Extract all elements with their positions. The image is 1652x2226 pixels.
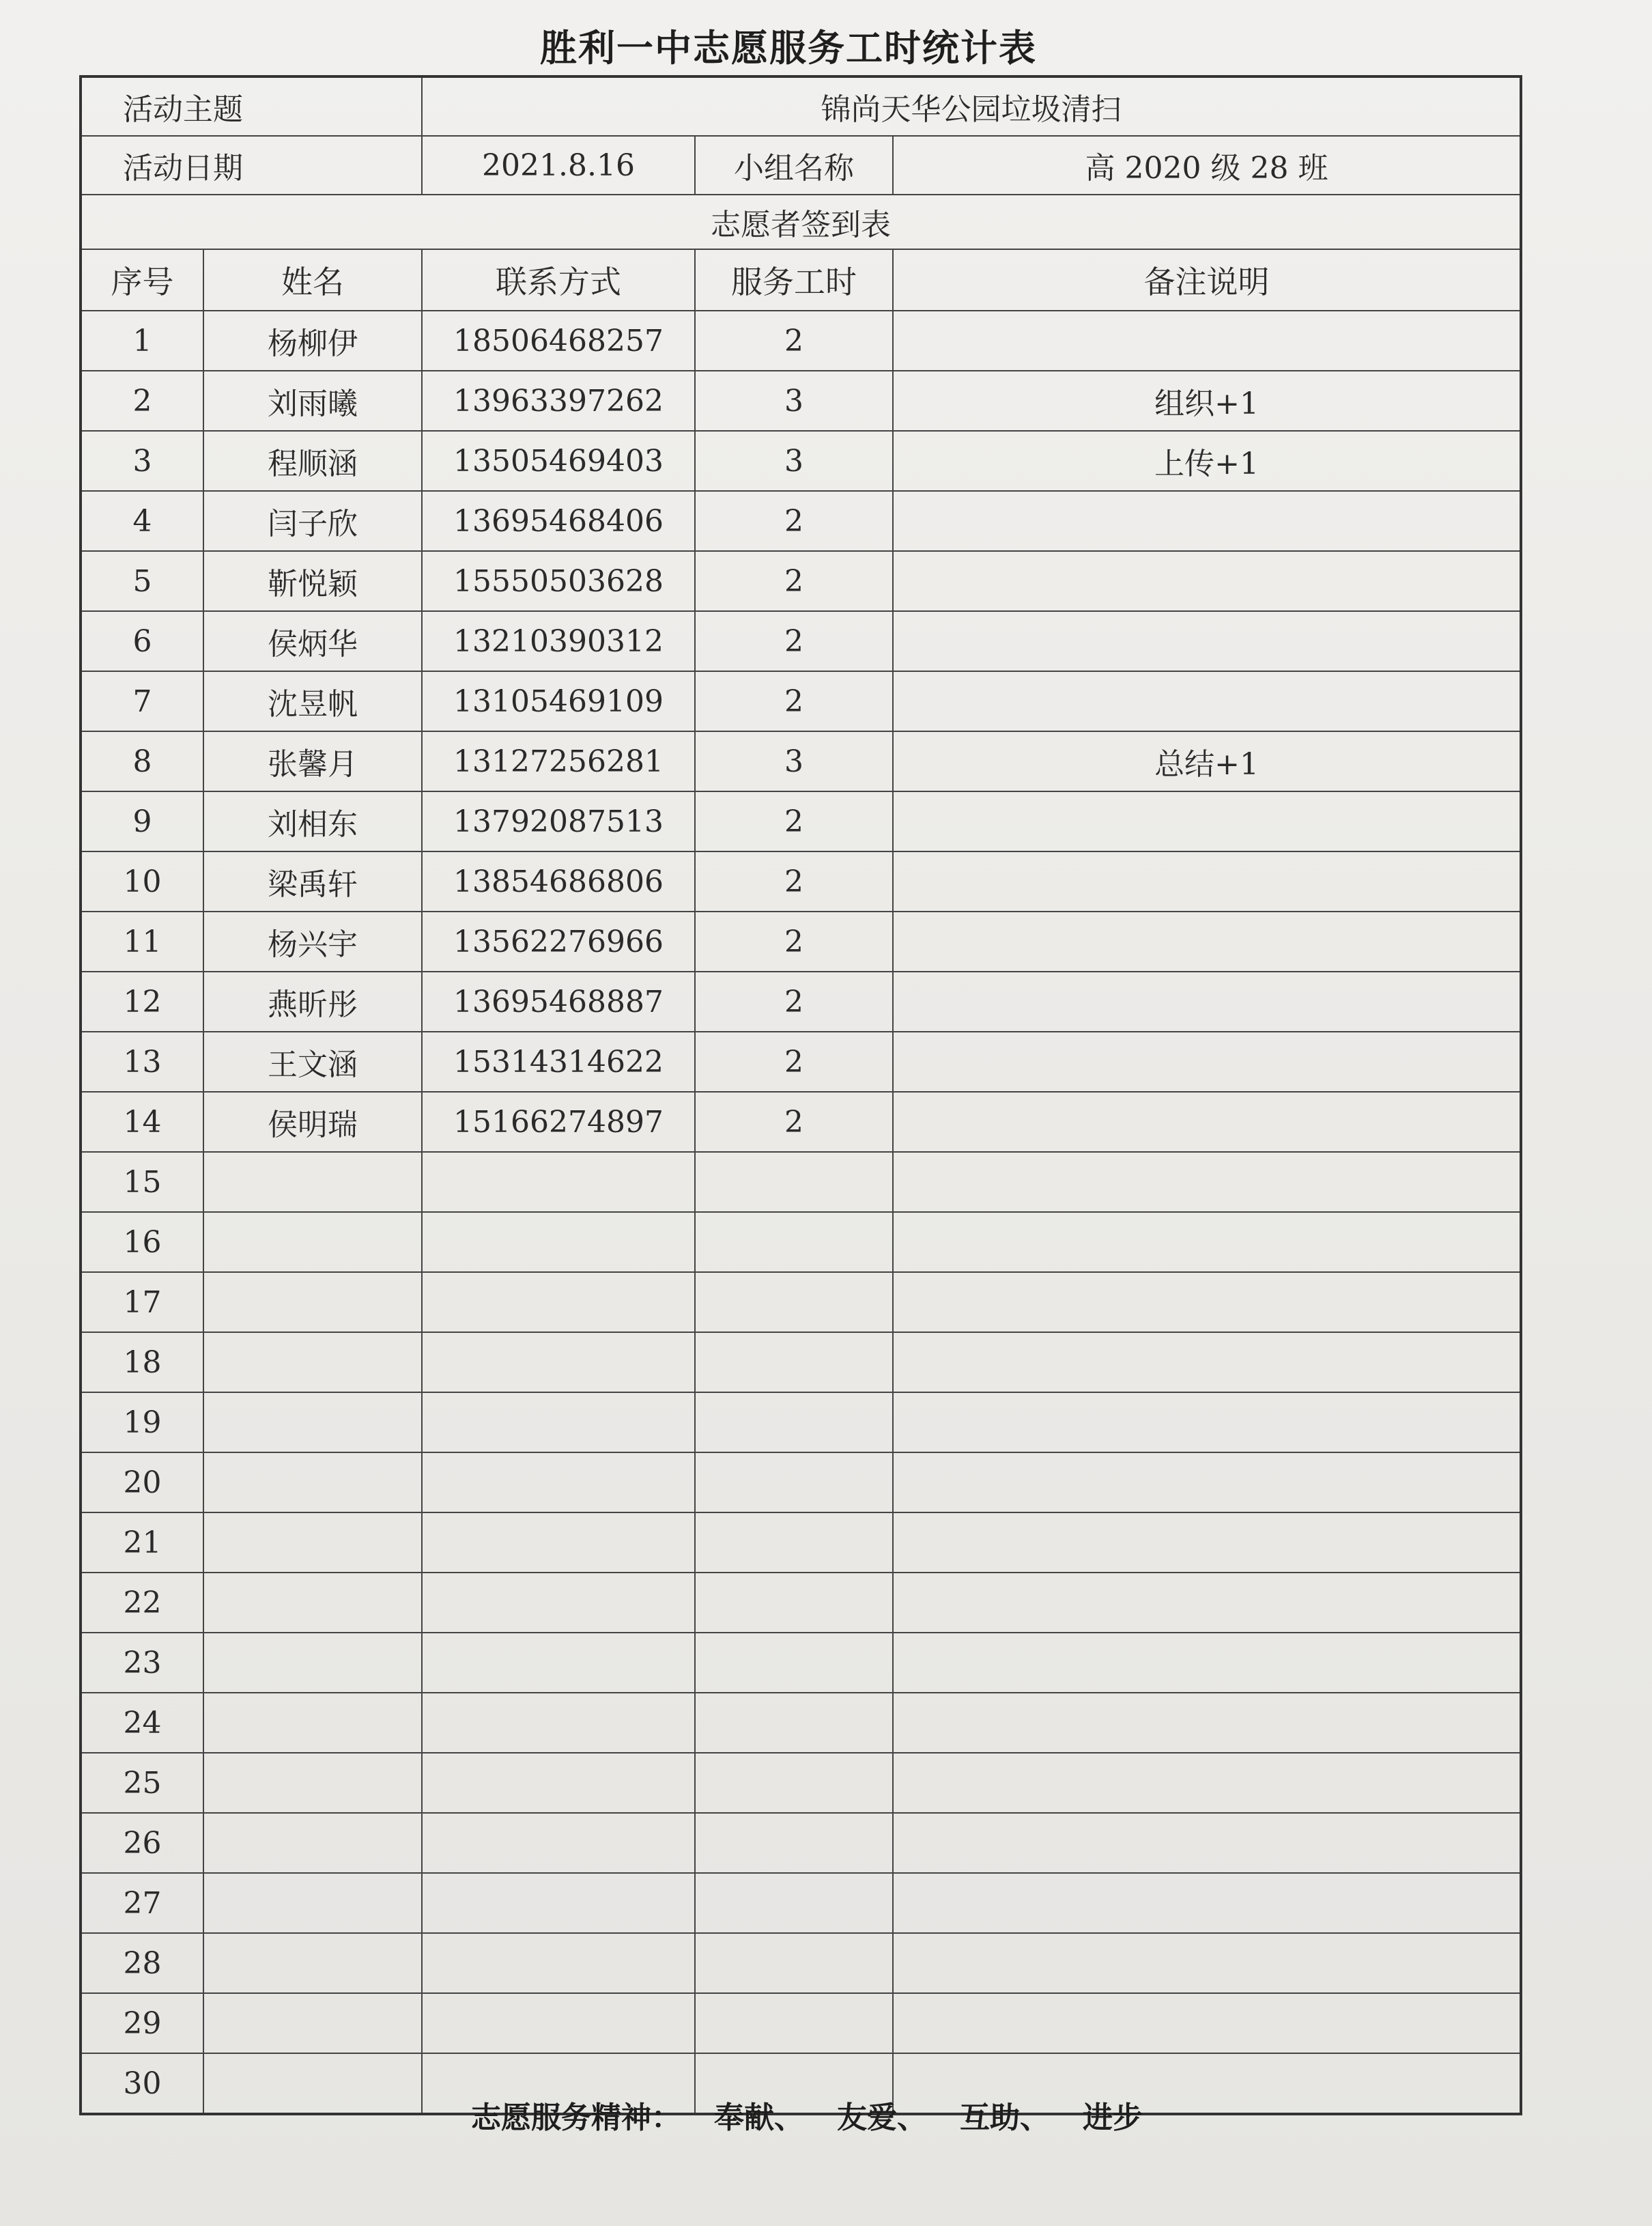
table-row: [81, 1813, 1521, 1873]
table-row: [81, 371, 1521, 431]
contact-phone-cell: [422, 1993, 695, 2053]
contact-phone-cell: [422, 1272, 695, 1332]
row-number-cell: 21: [81, 1512, 203, 1573]
service-hours-cell: [695, 1813, 893, 1873]
service-hours-cell: 3: [695, 731, 893, 791]
row-number-cell: 15: [81, 1152, 203, 1212]
volunteer-name-cell: 程顺涵: [203, 431, 422, 491]
table-row: [81, 1993, 1521, 2053]
col-header-hours: 服务工时: [695, 249, 893, 311]
col-header-phone: 联系方式: [422, 249, 695, 311]
table-row: [81, 1753, 1521, 1813]
volunteer-name-cell: [203, 1693, 422, 1753]
table-row: [81, 791, 1521, 851]
contact-phone-cell: [422, 1512, 695, 1573]
service-hours-cell: 2: [695, 1092, 893, 1152]
motto-item: 奉献、: [714, 2100, 804, 2135]
table-row: [81, 1392, 1521, 1452]
table-row: [81, 611, 1521, 671]
remark-cell: [893, 1392, 1521, 1452]
row-number-cell: 11: [81, 912, 203, 972]
section-title: 志愿者签到表: [81, 195, 1521, 249]
row-number-cell: 27: [81, 1873, 203, 1933]
group-label: 小组名称: [695, 136, 893, 195]
remark-cell: [893, 791, 1521, 851]
row-number-cell: 28: [81, 1933, 203, 1993]
table-row: [81, 491, 1521, 551]
row-number-cell: 30: [81, 2053, 203, 2114]
remark-cell: [893, 1212, 1521, 1272]
col-header-note: 备注说明: [893, 249, 1521, 311]
service-hours-cell: [695, 1573, 893, 1633]
volunteer-name-cell: 刘相东: [203, 791, 422, 851]
contact-phone-cell: [422, 1873, 695, 1933]
row-number-cell: 10: [81, 851, 203, 912]
volunteer-name-cell: [203, 1452, 422, 1512]
volunteer-name-cell: [203, 1332, 422, 1392]
table-row: [81, 1573, 1521, 1633]
contact-phone-cell: 13963397262: [422, 371, 695, 431]
service-hours-cell: 2: [695, 972, 893, 1032]
remark-cell: [893, 671, 1521, 731]
row-number-cell: 7: [81, 671, 203, 731]
table-row: [81, 912, 1521, 972]
row-number-cell: 13: [81, 1032, 203, 1092]
remark-cell: [893, 1032, 1521, 1092]
remark-cell: [893, 1873, 1521, 1933]
table-row: [81, 1512, 1521, 1573]
service-hours-cell: [695, 1512, 893, 1573]
service-hours-cell: [695, 1933, 893, 1993]
row-number-cell: 9: [81, 791, 203, 851]
table-row: [81, 1032, 1521, 1092]
remark-cell: [893, 1272, 1521, 1332]
volunteer-name-cell: [203, 1993, 422, 2053]
service-hours-cell: 2: [695, 1032, 893, 1092]
table-row: [81, 1212, 1521, 1272]
table-row: [81, 1693, 1521, 1753]
volunteer-name-cell: [203, 1753, 422, 1813]
volunteer-name-cell: 侯炳华: [203, 611, 422, 671]
section-title-row: [81, 195, 1521, 249]
volunteer-name-cell: [203, 1512, 422, 1573]
volunteer-name-cell: [203, 1152, 422, 1212]
service-hours-cell: 2: [695, 311, 893, 371]
row-number-cell: 25: [81, 1753, 203, 1813]
footer-motto: [471, 2093, 1143, 2137]
table-row: [81, 851, 1521, 912]
volunteer-name-cell: [203, 1933, 422, 1993]
service-hours-cell: [695, 1212, 893, 1272]
group-value: 高 2020 级 28 班: [893, 136, 1521, 195]
theme-row: [81, 76, 1521, 136]
volunteer-name-cell: 杨柳伊: [203, 311, 422, 371]
row-number-cell: 18: [81, 1332, 203, 1392]
date-value: 2021.8.16: [422, 136, 695, 195]
remark-cell: [893, 1693, 1521, 1753]
remark-cell: [893, 1092, 1521, 1152]
motto-item: 互助、: [960, 2100, 1050, 2135]
contact-phone-cell: [422, 1392, 695, 1452]
table-row: [81, 1332, 1521, 1392]
remark-cell: 组织+1: [893, 371, 1521, 431]
row-number-cell: 20: [81, 1452, 203, 1512]
remark-cell: [893, 1332, 1521, 1392]
contact-phone-cell: 13695468406: [422, 491, 695, 551]
volunteer-name-cell: [203, 1633, 422, 1693]
volunteer-name-cell: [203, 1573, 422, 1633]
table-row: [81, 1633, 1521, 1693]
contact-phone-cell: 13105469109: [422, 671, 695, 731]
row-number-cell: 14: [81, 1092, 203, 1152]
row-number-cell: 29: [81, 1993, 203, 2053]
contact-phone-cell: 13854686806: [422, 851, 695, 912]
row-number-cell: 24: [81, 1693, 203, 1753]
table-row: [81, 431, 1521, 491]
remark-cell: [893, 912, 1521, 972]
contact-phone-cell: [422, 1813, 695, 1873]
col-header-name: 姓名: [203, 249, 422, 311]
service-hours-cell: [695, 1392, 893, 1452]
contact-phone-cell: 15550503628: [422, 551, 695, 611]
contact-phone-cell: 13792087513: [422, 791, 695, 851]
contact-phone-cell: [422, 1753, 695, 1813]
row-number-cell: 8: [81, 731, 203, 791]
remark-cell: [893, 611, 1521, 671]
volunteer-name-cell: 王文涵: [203, 1032, 422, 1092]
contact-phone-cell: 15314314622: [422, 1032, 695, 1092]
remark-cell: [893, 1813, 1521, 1873]
remark-cell: [893, 1452, 1521, 1512]
table-row: [81, 1452, 1521, 1512]
service-hours-cell: [695, 1152, 893, 1212]
volunteer-name-cell: [203, 1212, 422, 1272]
table-row: [81, 671, 1521, 731]
service-hours-cell: 2: [695, 551, 893, 611]
remark-cell: [893, 851, 1521, 912]
remark-cell: [893, 1512, 1521, 1573]
service-hours-cell: [695, 1873, 893, 1933]
table-row: [81, 1873, 1521, 1933]
row-number-cell: 17: [81, 1272, 203, 1332]
date-row: [81, 136, 1521, 195]
row-number-cell: 26: [81, 1813, 203, 1873]
volunteer-name-cell: 梁禹轩: [203, 851, 422, 912]
date-label: 活动日期: [81, 136, 422, 195]
volunteer-name-cell: [203, 1873, 422, 1933]
remark-cell: 总结+1: [893, 731, 1521, 791]
remark-cell: [893, 1753, 1521, 1813]
volunteer-name-cell: 张馨月: [203, 731, 422, 791]
service-hours-cell: 2: [695, 491, 893, 551]
contact-phone-cell: [422, 1152, 695, 1212]
contact-phone-cell: [422, 1452, 695, 1512]
service-hours-cell: [695, 1993, 893, 2053]
contact-phone-cell: 18506468257: [422, 311, 695, 371]
motto-item: 友爱、: [837, 2100, 927, 2135]
service-hours-cell: [695, 1332, 893, 1392]
volunteer-name-cell: [203, 1813, 422, 1873]
remark-cell: [893, 491, 1521, 551]
remark-cell: [893, 1933, 1521, 1993]
table-row: [81, 1092, 1521, 1152]
row-number-cell: 1: [81, 311, 203, 371]
service-hours-cell: [695, 1272, 893, 1332]
service-hours-cell: [695, 1753, 893, 1813]
contact-phone-cell: 13210390312: [422, 611, 695, 671]
row-number-cell: 3: [81, 431, 203, 491]
remark-cell: [893, 551, 1521, 611]
contact-phone-cell: 13562276966: [422, 912, 695, 972]
contact-phone-cell: 13505469403: [422, 431, 695, 491]
service-hours-cell: 3: [695, 371, 893, 431]
service-hours-cell: 2: [695, 611, 893, 671]
volunteer-name-cell: [203, 1272, 422, 1332]
table-row: [81, 972, 1521, 1032]
contact-phone-cell: 13127256281: [422, 731, 695, 791]
table-row: [81, 1272, 1521, 1332]
theme-label: 活动主题: [81, 76, 422, 136]
col-header-no: 序号: [81, 249, 203, 311]
contact-phone-cell: 15166274897: [422, 1092, 695, 1152]
table-row: [81, 311, 1521, 371]
row-number-cell: 6: [81, 611, 203, 671]
document-title: 胜利一中志愿服务工时统计表: [540, 27, 1037, 70]
row-number-cell: 2: [81, 371, 203, 431]
volunteer-name-cell: [203, 2053, 422, 2114]
contact-phone-cell: [422, 1633, 695, 1693]
row-number-cell: 4: [81, 491, 203, 551]
volunteer-name-cell: 靳悦颖: [203, 551, 422, 611]
remark-cell: [893, 1152, 1521, 1212]
service-hours-cell: 2: [695, 912, 893, 972]
volunteer-name-cell: 沈昱帆: [203, 671, 422, 731]
service-hours-cell: [695, 1693, 893, 1753]
remark-cell: [893, 311, 1521, 371]
row-number-cell: 16: [81, 1212, 203, 1272]
contact-phone-cell: [422, 1933, 695, 1993]
contact-phone-cell: [422, 1693, 695, 1753]
remark-cell: 上传+1: [893, 431, 1521, 491]
row-number-cell: 23: [81, 1633, 203, 1693]
remark-cell: [893, 1993, 1521, 2053]
contact-phone-cell: [422, 1332, 695, 1392]
row-number-cell: 22: [81, 1573, 203, 1633]
table-row: [81, 1152, 1521, 1212]
volunteer-name-cell: [203, 1392, 422, 1452]
service-hours-cell: [695, 1633, 893, 1693]
service-hours-cell: 2: [695, 791, 893, 851]
volunteer-name-cell: 刘雨曦: [203, 371, 422, 431]
table-row: [81, 551, 1521, 611]
row-number-cell: 5: [81, 551, 203, 611]
contact-phone-cell: [422, 1212, 695, 1272]
motto-item: 进步: [1083, 2100, 1143, 2135]
theme-value: 锦尚天华公园垃圾清扫: [422, 76, 1521, 136]
volunteer-name-cell: 燕昕彤: [203, 972, 422, 1032]
contact-phone-cell: 13695468887: [422, 972, 695, 1032]
remark-cell: [893, 972, 1521, 1032]
service-hours-cell: 3: [695, 431, 893, 491]
column-header-row: [81, 249, 1521, 311]
contact-phone-cell: [422, 1573, 695, 1633]
volunteer-name-cell: 杨兴宇: [203, 912, 422, 972]
volunteer-hours-table: [79, 75, 1522, 2115]
remark-cell: [893, 1633, 1521, 1693]
motto-label: 志愿服务精神：: [471, 2100, 681, 2135]
service-hours-cell: [695, 1452, 893, 1512]
remark-cell: [893, 1573, 1521, 1633]
table-row: [81, 1933, 1521, 1993]
service-hours-cell: 2: [695, 671, 893, 731]
volunteer-name-cell: 闫子欣: [203, 491, 422, 551]
row-number-cell: 19: [81, 1392, 203, 1452]
service-hours-cell: 2: [695, 851, 893, 912]
volunteer-name-cell: 侯明瑞: [203, 1092, 422, 1152]
row-number-cell: 12: [81, 972, 203, 1032]
table-row: [81, 731, 1521, 791]
